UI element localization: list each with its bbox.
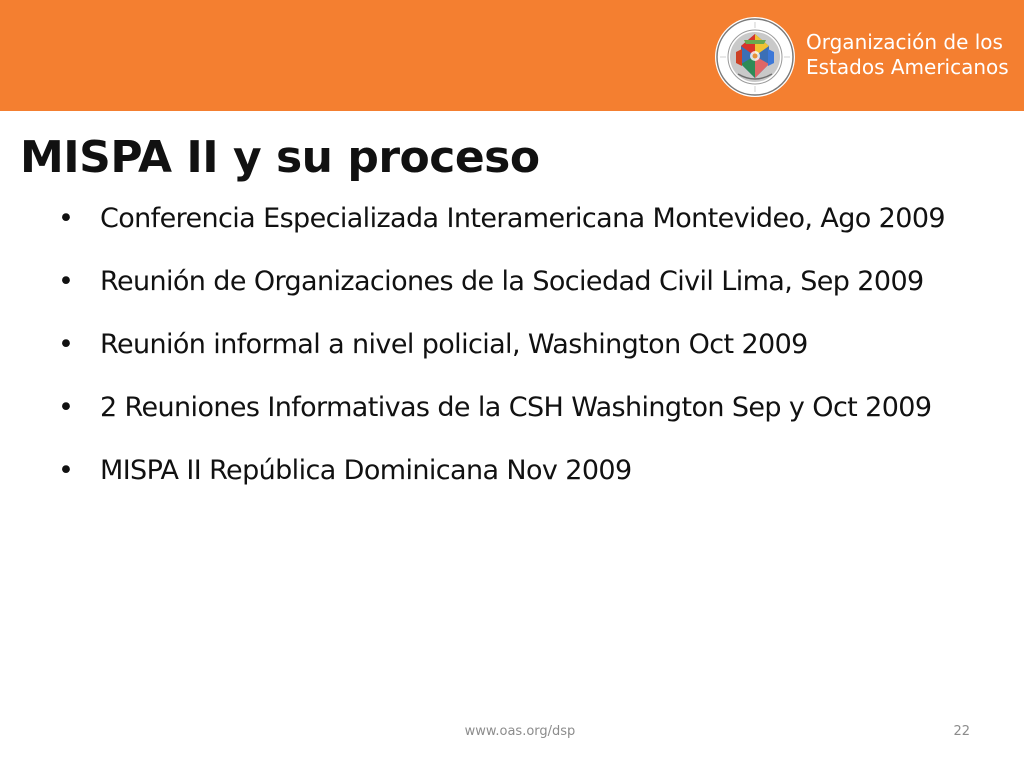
- oas-seal-icon: [714, 16, 796, 98]
- bullet-dot-icon: •: [58, 455, 74, 486]
- bullet-item: [58, 454, 958, 488]
- bullet-item: [58, 328, 958, 362]
- org-name-line1: Organización de los: [806, 30, 1003, 54]
- bullet-text: Reunión informal a nivel policial, Washington Oct 2009: [100, 329, 808, 360]
- bullet-text: MISPA II República Dominicana Nov 2009: [100, 455, 632, 486]
- bullet-dot-icon: •: [58, 329, 74, 360]
- org-name-line2: Estados Americanos: [806, 55, 1009, 79]
- header-band: [0, 0, 1024, 111]
- bullet-text: Conferencia Especializada Interamericana Montevideo, Ago 2009: [100, 203, 945, 234]
- slide-title: MISPA II y su proceso: [20, 132, 540, 183]
- bullet-dot-icon: •: [58, 266, 74, 297]
- bullet-text: Reunión de Organizaciones de la Sociedad Civil Lima, Sep 2009: [100, 266, 924, 297]
- bullet-list: [58, 202, 958, 488]
- bullet-dot-icon: •: [58, 203, 74, 234]
- bullet-item: [58, 265, 958, 299]
- bullet-text: 2 Reuniones Informativas de la CSH Washington Sep y Oct 2009: [100, 392, 932, 423]
- org-name: [806, 30, 1009, 80]
- page-number: 22: [953, 724, 970, 739]
- bullet-dot-icon: •: [58, 392, 74, 423]
- bullet-item: [58, 202, 958, 236]
- bullet-item: [58, 391, 958, 425]
- footer-url: www.oas.org/dsp: [464, 724, 576, 739]
